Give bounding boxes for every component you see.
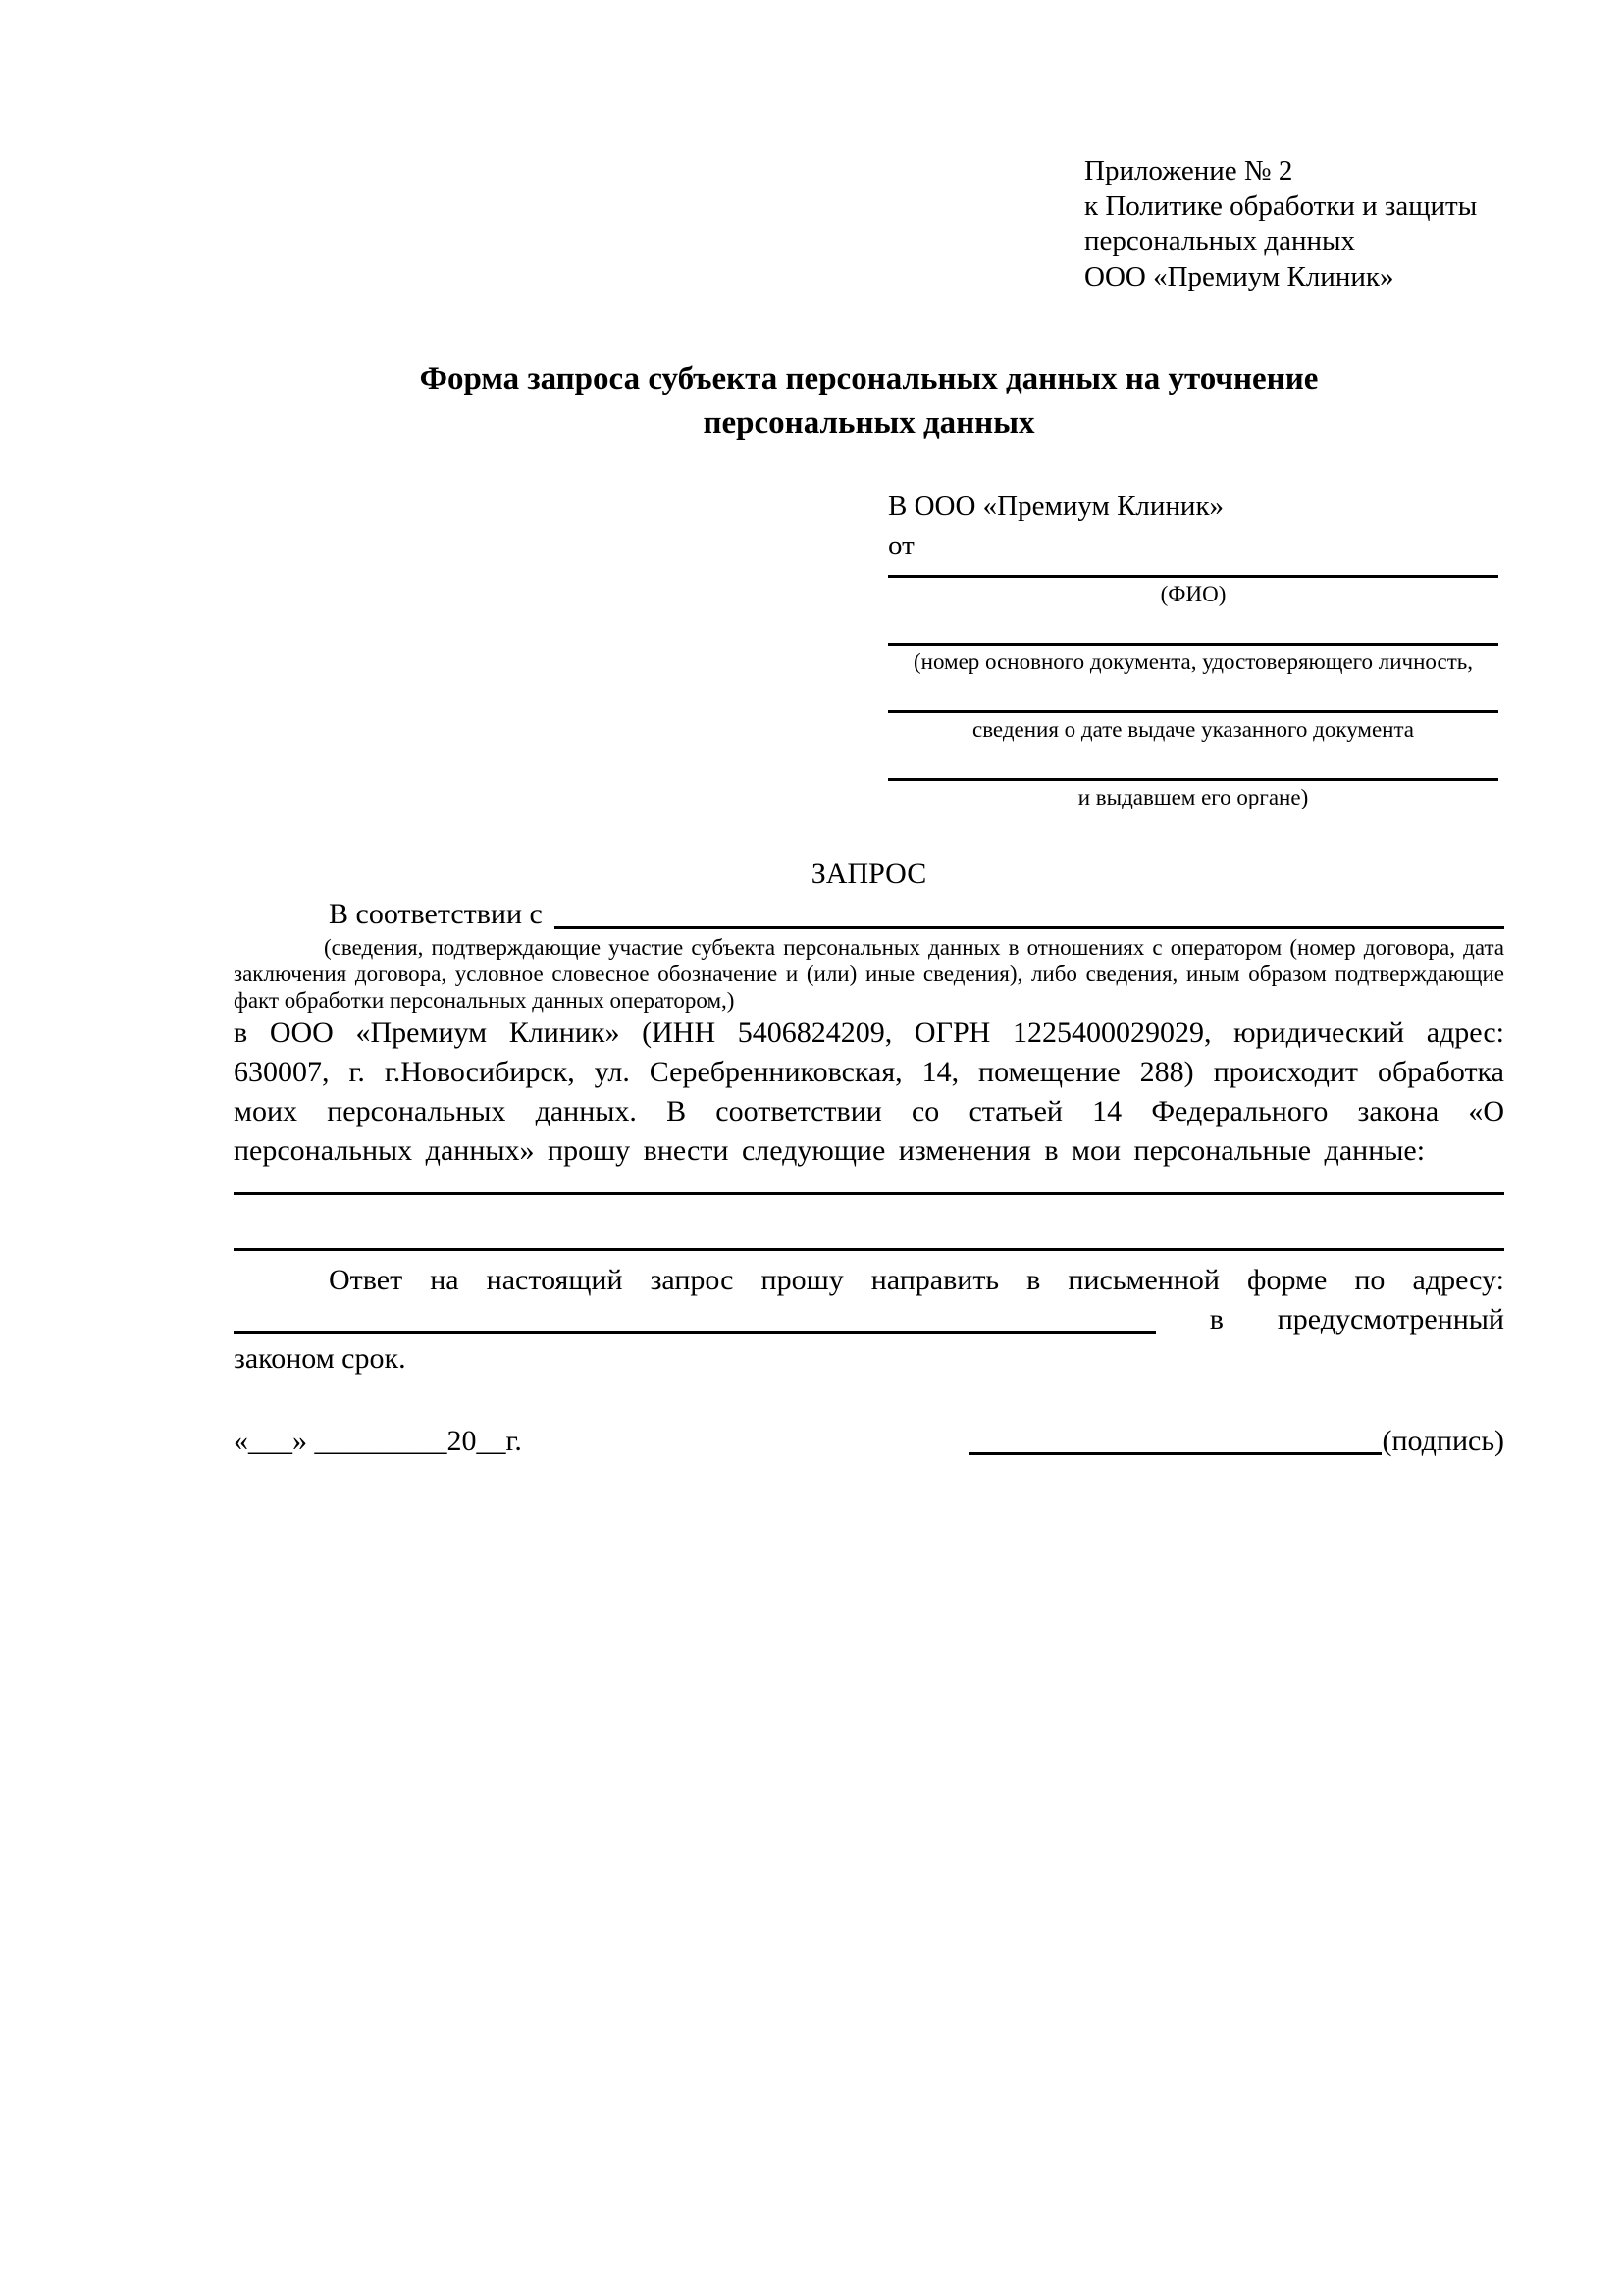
changes-fill-line-2 — [234, 1248, 1504, 1251]
signature-fill-line — [969, 1452, 1382, 1455]
basis-fill-line — [554, 926, 1504, 929]
signature-caption: (подпись) — [1382, 1425, 1504, 1457]
form-title-line: Форма запроса субъекта персональных данных на уточнение — [419, 361, 1319, 396]
note-text: (сведения, подтверждающие участие субъекта персональных данных в отношениях с оператором (номер договора, дата заключения договора, условное словесное обозначение и (или) иные сведения), либо сведения, иным образом подтверждающие факт обработки персональных данных оператором,) — [234, 935, 1504, 1013]
issuing-authority-caption: и выдавшем его органе) — [1077, 785, 1309, 809]
annex-line: Приложение № 2 — [1084, 155, 1293, 186]
reply-word-in: в — [1209, 1303, 1224, 1335]
issuing-authority-fill-line — [888, 778, 1498, 781]
address-fill-line — [234, 1331, 1156, 1334]
annex-line: персональных данных — [1084, 226, 1356, 257]
reply-word-term: предусмотренный — [1277, 1303, 1504, 1335]
fio-fill-line — [888, 575, 1498, 578]
reply-text-line1: Ответ на настоящий запрос прошу направить в письменной форме по адресу: — [329, 1264, 1504, 1296]
annex-header — [1084, 153, 1504, 294]
intro-row — [234, 895, 1504, 934]
date-fill-text: «___» _________20__г. — [234, 1425, 522, 1457]
signature-row — [234, 1422, 1504, 1461]
request-heading: ЗАПРОС — [811, 858, 927, 890]
document-number-caption: (номер основного документа, удостоверяющего личность, — [913, 650, 1473, 674]
reply-text-line3: законом срок. — [234, 1342, 406, 1375]
document-number-fill-line — [888, 643, 1498, 646]
issue-date-fill-line — [888, 710, 1498, 713]
issue-date-caption: сведения о дате выдаче указанного документа — [971, 717, 1415, 742]
annex-line: ООО «Премиум Клиник» — [1084, 261, 1394, 292]
changes-fill-line-1 — [234, 1192, 1504, 1195]
intro-text: В соответствии с — [329, 898, 543, 930]
body-text: в ООО «Премиум Клиник» (ИНН 5406824209, ОГРН 1225400029029, юридический адрес: 630007, г. г.Новосибирск, ул. Серебренниковская, 14, помещение 288) происходит обработка моих персональных данных. В соответствии со статьей 14 Федерального закона «О персональных данных» прошу внести следующие изменения в мои персональные данные: — [234, 1017, 1504, 1167]
signature-group — [969, 1422, 1504, 1461]
reply-row — [234, 1300, 1504, 1339]
addressee-block — [888, 487, 1498, 810]
addressee-from-label: от — [888, 530, 915, 561]
form-title-line: персональных данных — [703, 405, 1035, 441]
addressee-to: В ООО «Премиум Клиник» — [888, 491, 1225, 522]
annex-line: к Политике обработки и защиты — [1084, 190, 1478, 222]
form-title — [234, 357, 1504, 445]
fio-caption: (ФИО) — [1160, 582, 1227, 606]
